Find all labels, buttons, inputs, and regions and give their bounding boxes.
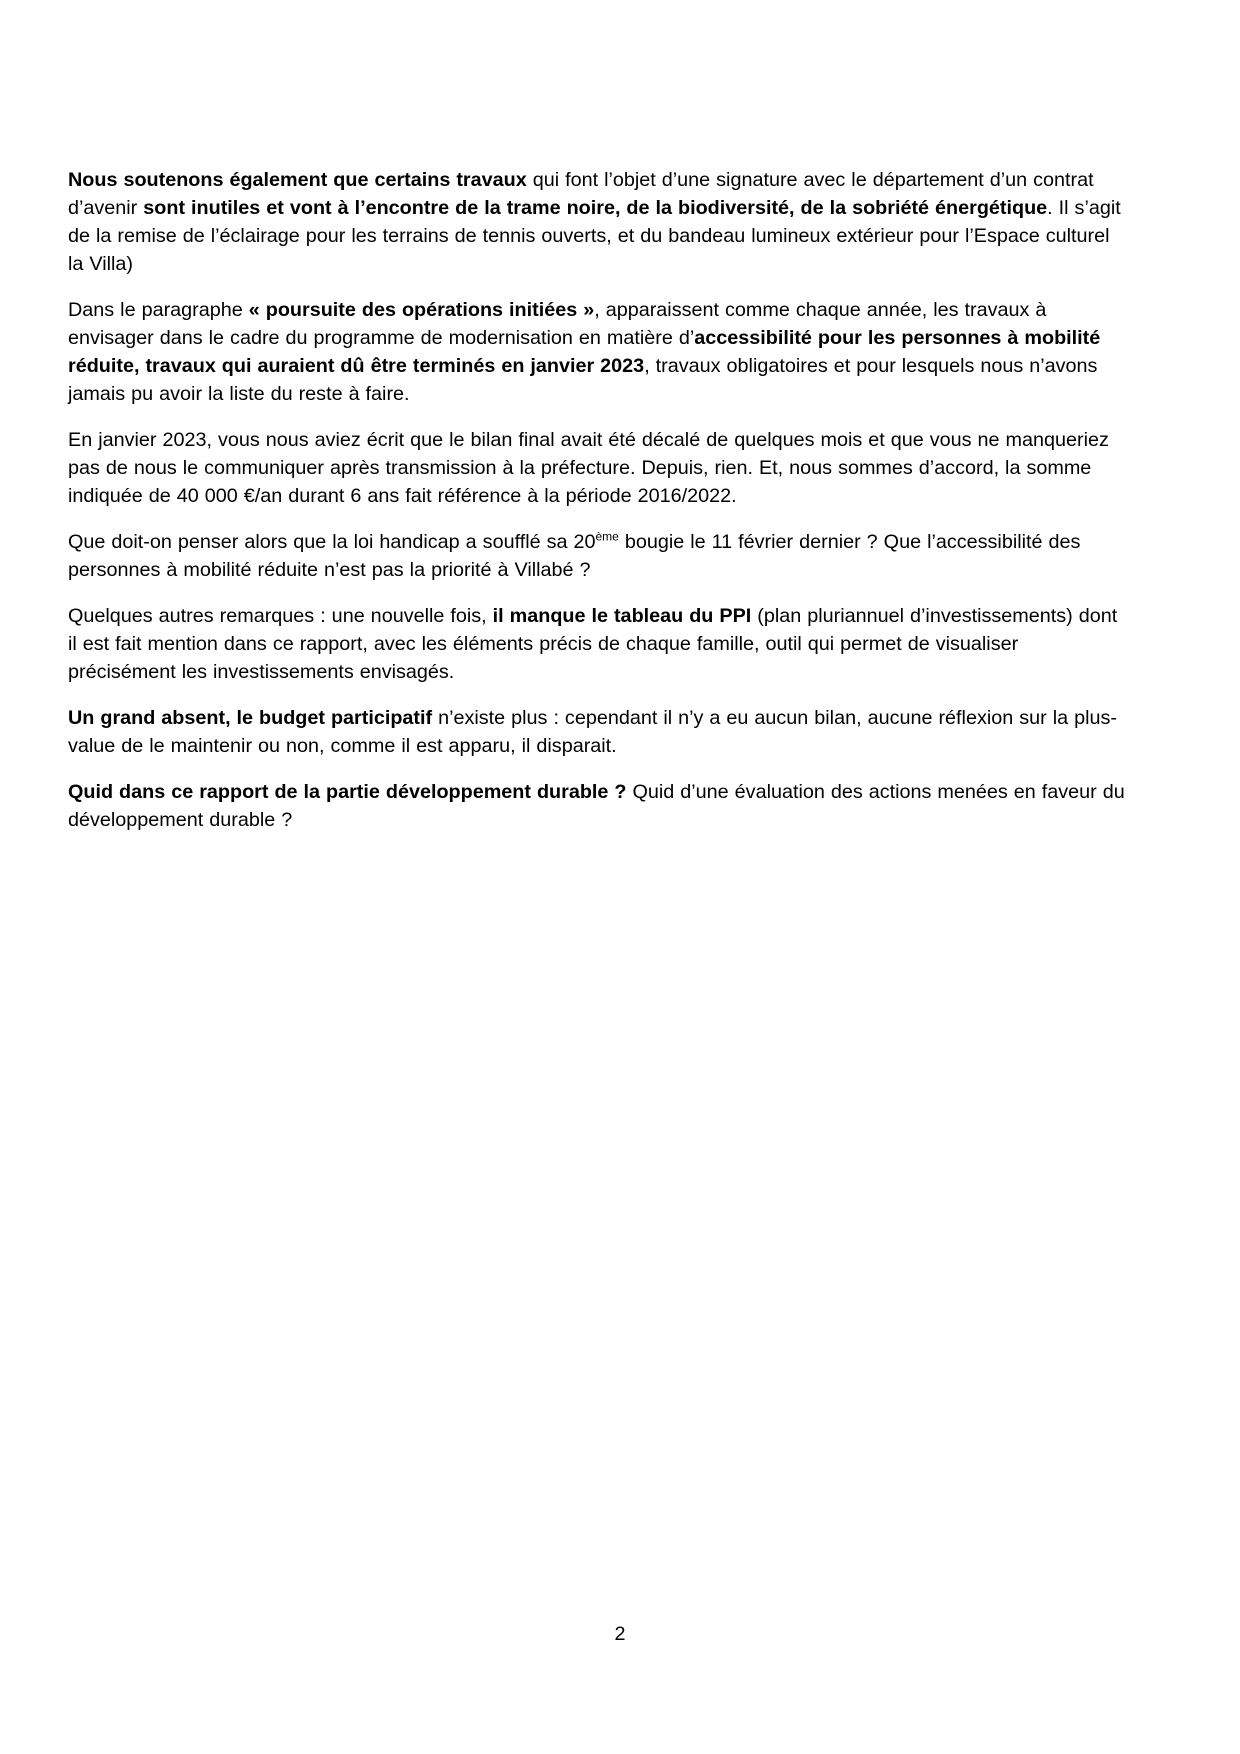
page-number: 2 [614,1623,626,1645]
document-body [68,166,1128,852]
paragraph-poursuite-operations: Dans le paragraphe « poursuite des opérations initiées », apparaissent comme chaque année, les travaux à envisager dans le cadre du programme de modernisation en matière d’accessibilité pour les personnes à mobilité réduite, travaux qui auraient dû être terminés en janvier 2023, travaux obligatoires et pour lesquels nous n’avons jamais pu avoir la liste du reste à faire. [68,299,1101,405]
paragraph-travaux-inutiles: Nous soutenons également que certains travaux qui font l’objet d’une signature avec le département d’un contrat d’avenir sont inutiles et vont à l’encontre de la trame noire, de la biodiversité, de la sobriété énergétique. Il s’agit de la remise de l’éclairage pour les terrains de tennis ouverts, et du bandeau lumineux extérieur pour l’Espace culturel la Villa) [68,169,1121,275]
paragraph-budget-participatif: Un grand absent, le budget participatif n’existe plus : cependant il n’y a eu aucun bilan, aucune réflexion sur la plus-value de le maintenir ou non, comme il est apparu, il disparait. [68,707,1117,757]
paragraph-developpement-durable: Quid dans ce rapport de la partie développement durable ? Quid d’une évaluation des actions menées en faveur du développement durable ? [68,781,1125,831]
paragraph-janvier-2023: En janvier 2023, vous nous aviez écrit que le bilan final avait été décalé de quelques mois et que vous ne manqueriez pas de nous le communiquer après transmission à la préfecture. Depuis, rien. Et, nous sommes d’accord, la somme indiquée de 40 000 €/an durant 6 ans fait référence à la période 2016/2022. [68,429,1109,507]
paragraph-tableau-ppi: Quelques autres remarques : une nouvelle fois, il manque le tableau du PPI (plan pluriannuel d’investissements) dont il est fait mention dans ce rapport, avec les éléments précis de chaque famille, outil qui permet de visualiser précisément les investissements envisagés. [68,605,1118,683]
paragraph-loi-handicap: Que doit-on penser alors que la loi handicap a soufflé sa 20ème bougie le 11 février dernier ? Que l’accessibilité des personnes à mobilité réduite n’est pas la priorité à Villabé ? [68,529,1081,581]
